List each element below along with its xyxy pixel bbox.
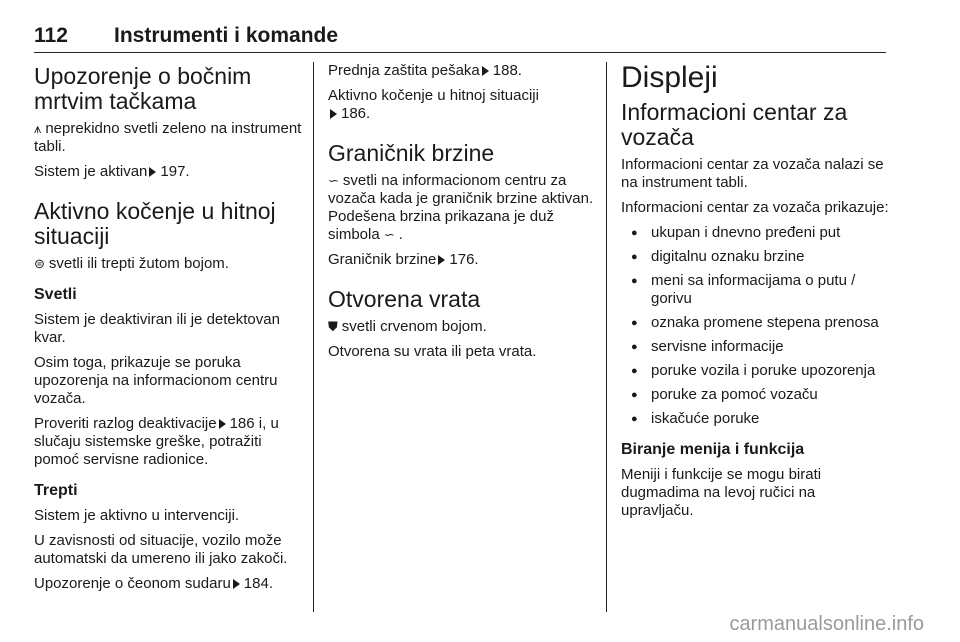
page-number: 112: [34, 24, 68, 47]
paragraph: Graničnik brzine 176.: [328, 251, 479, 268]
paragraph: Upozorenje o čeonom sudaru 184.: [34, 575, 273, 592]
heading-blind-spot: Upozorenje o bočnim mrtvim tačkama: [34, 63, 252, 114]
heading-displays: Displeji: [621, 61, 718, 94]
page-header: [34, 24, 886, 54]
watermark: carmanualsonline.info: [729, 613, 924, 635]
heading-driver-info-center: Informacioni centar za vozača: [621, 99, 848, 150]
paragraph: Informacioni centar za vozača nalazi se na instrument tabli.: [621, 156, 884, 191]
paragraph: Osim toga, prikazuje se poruka upozorenja na informacionom centru vozača.: [34, 354, 278, 407]
page-ref-arrow-icon: [438, 255, 445, 265]
paragraph: Meniji i funkcije se mogu birati dugmadima na levoj ručici na upravljaču.: [621, 466, 822, 519]
paragraph: ⩚ neprekidno svetli zeleno na instrument tabli.: [34, 120, 302, 155]
paragraph: Informacioni centar za vozača prikazuje:: [621, 199, 889, 216]
door-open-icon: ⛊: [328, 319, 338, 334]
list-item: ● ukupan i dnevno pređeni put: [621, 224, 891, 242]
subheading-trepti: Trepti: [34, 482, 78, 499]
page-ref-arrow-icon: [219, 419, 226, 429]
column-divider-1: [313, 62, 314, 612]
subheading-svetli: Svetli: [34, 286, 77, 303]
heading-door-open: Otvorena vrata: [328, 286, 481, 312]
paragraph: Sistem je aktivno u intervenciji.: [34, 507, 240, 524]
paragraph: Proveriti razlog deaktivacije 186 i, u slučaju sistemske greške, potražiti pomoć servisne radionice.: [34, 415, 279, 468]
emergency-braking-icon: ⊜: [34, 256, 45, 271]
page-ref-arrow-icon: [330, 109, 337, 119]
paragraph: ⊜ svetli ili trepti žutom bojom.: [34, 255, 229, 272]
list-item: ● servisne informacije: [621, 338, 891, 356]
paragraph: Sistem je deaktiviran ili je detektovan kvar.: [34, 311, 280, 346]
paragraph: Otvorena su vrata ili peta vrata.: [328, 343, 537, 360]
list-item: ● poruke za pomoć vozaču: [621, 386, 891, 404]
column-1: [34, 62, 302, 600]
paragraph: U zavisnosti od situacije, vozilo može automatski da umereno ili jako zakoči.: [34, 532, 288, 567]
paragraph: ⛊ svetli crvenom bojom.: [328, 318, 487, 335]
heading-speed-limiter: Graničnik brzine: [328, 140, 495, 166]
paragraph: Prednja zaštita pešaka 188.: [328, 62, 522, 79]
header-rule: [34, 52, 886, 53]
list-item: ● digitalnu oznaku brzine: [621, 248, 891, 266]
paragraph: Sistem je aktivan 197.: [34, 163, 190, 180]
paragraph: ∽ svetli na informacionom centru za vozača kada je graničnik brzine aktivan. Podešena brzina prikazana je duž simbola ∽ .: [328, 172, 594, 243]
list-item: ● meni sa informacijama o putu / gorivu: [621, 272, 891, 308]
column-2: [328, 62, 596, 368]
feature-list: [621, 224, 891, 428]
column-divider-2: [606, 62, 607, 612]
page-ref-arrow-icon: [149, 167, 156, 177]
list-item: ● poruke vozila i poruke upozorenja: [621, 362, 891, 380]
page-ref-arrow-icon: [482, 66, 489, 76]
list-item: ● oznaka promene stepena prenosa: [621, 314, 891, 332]
subheading-menu-selection: Biranje menija i funkcija: [621, 441, 805, 458]
heading-emergency-braking: Aktivno kočenje u hitnoj situaciji: [34, 198, 276, 249]
speed-limiter-icon: ∽: [383, 227, 395, 242]
page-ref-arrow-icon: [233, 579, 240, 589]
blind-spot-icon: ⩚: [34, 121, 42, 136]
paragraph: Aktivno kočenje u hitnoj situaciji 186.: [328, 87, 539, 122]
chapter-title: Instrumenti i komande: [114, 24, 339, 47]
list-item: ● iskačuće poruke: [621, 410, 891, 428]
speed-limiter-icon: ∽: [328, 173, 339, 188]
column-3: [621, 62, 891, 527]
